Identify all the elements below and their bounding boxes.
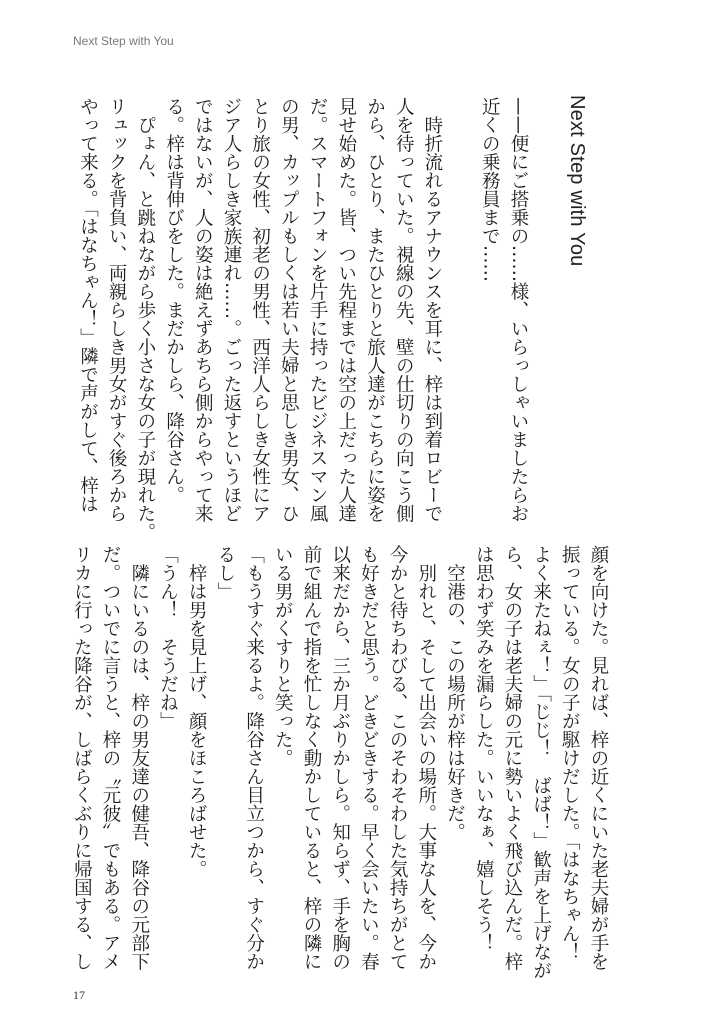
text-line: 前で組んで指を忙しなく動かしていると、梓の隣に [300, 545, 322, 971]
text-line: 別れと、そして出会いの場所。大事な人を、今か [415, 545, 437, 971]
text-line: 近くの乗務員まで…… [479, 97, 501, 282]
text-line: よく来たねぇ！」「じじ！ ばば！」歓声を上げなが [530, 545, 552, 980]
text-line: 「もうすぐ来るよ。降谷さん目立つから、すぐ分か [243, 545, 265, 971]
text-line: の男、カップルもしくは若い夫婦と思しき男女、ひ [278, 97, 300, 523]
page-number: 17 [73, 988, 85, 1002]
text-line: 以来だから、三か月ぶりかしら。知らず、手を胸の [329, 545, 351, 971]
text-line: いる男がくすりと笑った。 [272, 545, 294, 767]
text-line: 顔を向けた。見れば、梓の近くにいた老夫婦が手を [588, 545, 609, 971]
body-text-upper [73, 97, 532, 541]
running-head: Next Step with You [73, 34, 174, 48]
body-text-lower [66, 545, 612, 985]
text-line: 見せ始めた。皆、つい先程までは空の上だった人達 [335, 97, 357, 523]
text-line: ら、女の子は老夫婦の元に勢いよく飛び込んだ。梓 [501, 545, 523, 971]
text-line: だ。スマートフォンを片手に持ったビジネスマン風 [307, 97, 329, 523]
text-line: だ。ついでに言うと、梓の〝元彼〟でもある。アメ [100, 545, 122, 971]
text-line: やって来る。「はなちゃん！」隣で声がして、梓は [77, 97, 99, 514]
chapter-title: Next Step with You [566, 95, 588, 267]
text-line: ジア人らしき家族連れ……。ごった返すというほど [220, 97, 242, 523]
text-line: 梓は男を見上げ、顔をほころばせた。 [186, 545, 208, 878]
text-line: 人を待っていた。視線の先、壁の仕切りの向こう側 [393, 97, 415, 523]
text-line: も好きだと思う。どきどきする。早く会いたい。春 [358, 545, 380, 971]
text-line: 空港の、この場所が梓は好きだ。 [444, 545, 466, 841]
text-line: 振っている。女の子が駆けだした。「はなちゃん！ [559, 545, 581, 962]
text-line: とり旅の女性、初老の男性、西洋人らしき女性にア [249, 97, 271, 523]
text-line: ぴょん、と跳ねながら歩く小さな女の子が現れた。 [134, 97, 156, 541]
text-line: リュックを背負い、両親らしき男女がすぐ後ろから [106, 97, 128, 523]
text-line: 隣にいるのは、梓の男友達の健吾、降谷の元部下 [128, 545, 150, 971]
text-line: る。梓は背伸びをした。まだかしら、降谷さん。 [163, 97, 185, 504]
text-line: リカに行った降谷が、しばらくぶりに帰国する、し [71, 545, 93, 971]
text-line: ——便にご搭乗の……様、いらっしゃいましたらお [508, 97, 529, 523]
text-line [446, 97, 475, 537]
text-line: から、ひとり、またひとりと旅人達がこちらに姿を [364, 97, 386, 523]
text-line: るし」 [214, 545, 236, 601]
text-line: は思わず笑みを漏らした。いいなぁ、嬉しそう！ [473, 545, 495, 952]
text-line: 「うん！ そうだね」 [157, 545, 179, 730]
text-line: ではないが、人の姿は絶えずあちら側からやって来 [192, 97, 214, 523]
text-line: 時折流れるアナウンスを耳に、梓は到着ロビーで [421, 97, 443, 523]
text-line: 今かと待ちわびる、このそわそわした気持ちがとて [387, 545, 409, 971]
